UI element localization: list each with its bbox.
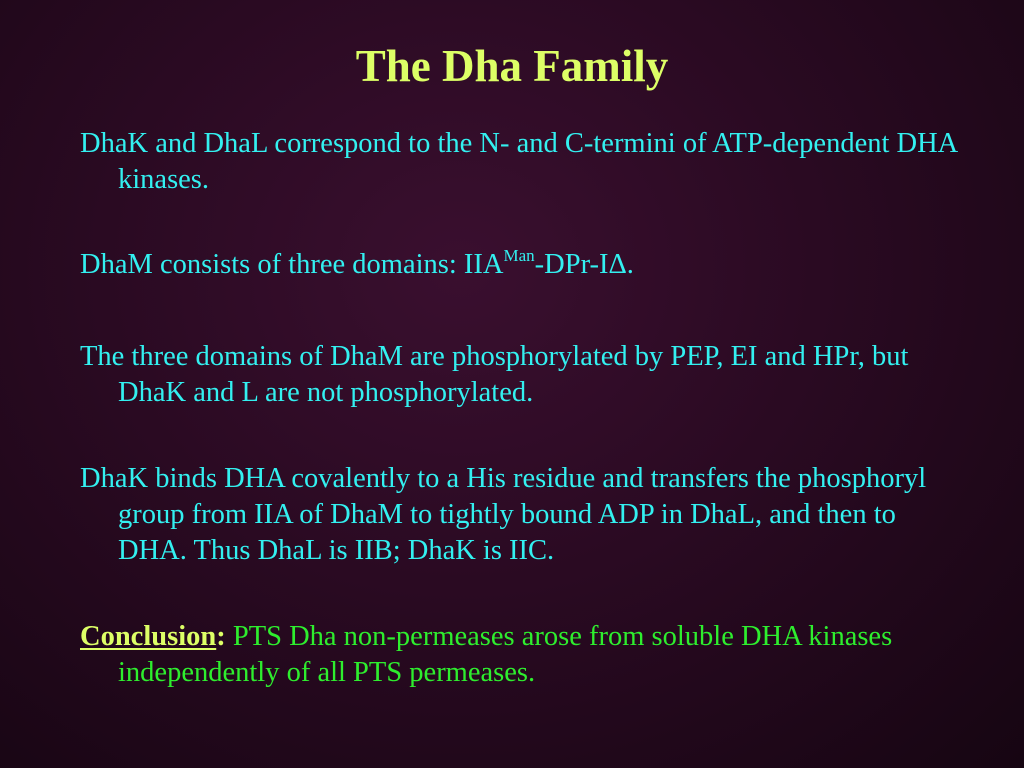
slide-body <box>80 126 970 691</box>
paragraph-dhak-binds: DhaK binds DHA covalently to a His residue and transfers the phosphoryl group from IIA of DhaM to tightly bound ADP in DhaL, and then to DHA. Thus DhaL is IIB; DhaK is IIC. <box>80 463 927 566</box>
conclusion-label <box>80 621 226 652</box>
slide-title: The Dha Family <box>355 41 669 91</box>
dham-domains-suffix: -DPr-IΔ. <box>534 249 634 280</box>
superscript-man: Man <box>503 246 535 265</box>
conclusion-word: Conclusion <box>80 621 217 652</box>
paragraph-conclusion <box>80 619 970 691</box>
conclusion-text: PTS Dha non-permeases arose from soluble DHA kinases independently of all PTS permeases. <box>118 621 893 688</box>
paragraph-phosphorylation: The three domains of DhaM are phosphorylated by PEP, EI and HPr, but DhaK and L are not phosphorylated. <box>80 341 909 408</box>
paragraph-dhak-dhal: DhaK and DhaL correspond to the N- and C-termini of ATP-dependent DHA kinases. <box>80 128 957 195</box>
dham-domains-text: DhaM consists of three domains: IIA <box>80 249 504 280</box>
paragraph-dham-domains <box>80 247 970 283</box>
conclusion-colon: : <box>216 621 226 652</box>
